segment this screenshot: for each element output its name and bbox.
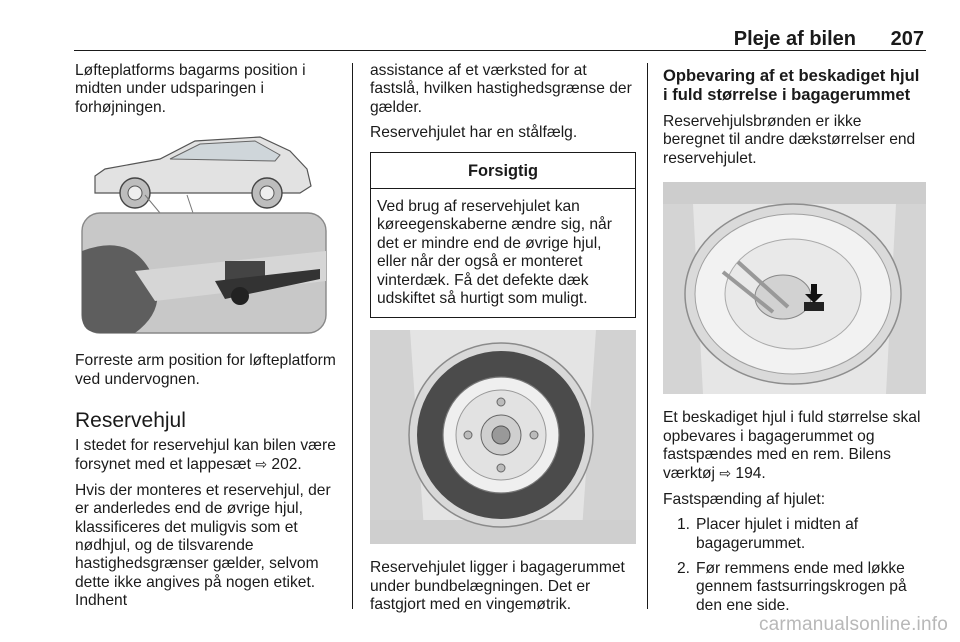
page-ref[interactable]: 202.: [271, 456, 302, 474]
spare-wheel-figure: [370, 330, 636, 544]
caution-body: Ved brug af reservehjulet kan køreegenskaberne ændre sig, når det er mindre end de øvrige hjul, eller når der også er monteret vinterdæk. Få det defekte dæk udskiftet så hurtigt som muligt.: [377, 198, 612, 308]
column-1: [75, 62, 342, 618]
paragraph: Løfteplatforms bagarms position i midten under udsparingen i forhøjningen.: [75, 62, 306, 116]
paragraph: Hvis der monteres et reservehjul, der er anderledes end de øvrige hjul, klassificeres det muligvis som et nødhjul, og de tilsvarende hastighedsgrænser gælder, selvom dette ikke angives på nogen etiket. Indhent: [75, 481, 331, 610]
lift-arm-figure: [75, 131, 341, 337]
page-ref-icon: ⇨: [255, 456, 268, 473]
column-2: [370, 62, 636, 622]
figure-caption: Forreste arm position for løfteplatform ved undervognen.: [75, 352, 336, 388]
figure-caption: Reservehjulet ligger i bagagerummet under bundbelægningen. Det er fastgjort med en vingemøtrik.: [370, 559, 625, 614]
column-divider: [647, 63, 648, 609]
lift-arm-illustration: [75, 131, 341, 337]
spare-wheel-illustration: [370, 330, 636, 544]
caution-box: [370, 152, 636, 319]
caution-title: Forsigtig: [371, 153, 635, 189]
column-divider: [352, 63, 353, 609]
paragraph: Reservehjulet har en stålfælg.: [370, 124, 578, 142]
steps-list: [663, 516, 927, 615]
paragraph: I stedet for reservehjul kan bilen være forsynet med et lappesæt ⇨ 202.: [75, 437, 336, 474]
page-number: 207: [890, 28, 924, 50]
page-ref[interactable]: 194.: [735, 465, 766, 483]
paragraph: Et beskadiget hjul i fuld størrelse skal opbevares i bagagerummet og fastspændes med en rem. Bilens værktøj ⇨ 194.: [663, 409, 921, 483]
paragraph: Fastspænding af hjulet:: [663, 490, 826, 508]
list-item: 2. Før remmens ende med løkke gennem fastsurringskrogen på den ene side.: [676, 560, 907, 614]
section-heading: Reservehjul: [75, 409, 186, 433]
paragraph: assistance af et værksted for at fastslå, hvilken hastighedsgrænse der gælder.: [370, 62, 632, 116]
section-title: Pleje af bilen: [733, 28, 856, 50]
paragraph: Reservehjulsbrønden er ikke beregnet til andre dækstørrelser end reservehjulet.: [663, 113, 916, 167]
page-ref-icon: ⇨: [719, 465, 732, 482]
damaged-wheel-figure: [663, 182, 926, 394]
list-item: 1. Placer hjulet i midten af bagagerummet.: [676, 516, 859, 552]
page-header: [74, 0, 926, 51]
watermark: carmanualsonline.info: [758, 614, 948, 635]
column-3: [663, 62, 927, 622]
section-heading: Opbevaring af et beskadiget hjul i fuld størrelse i bagagerummet: [663, 66, 920, 104]
damaged-wheel-illustration: [663, 182, 926, 394]
